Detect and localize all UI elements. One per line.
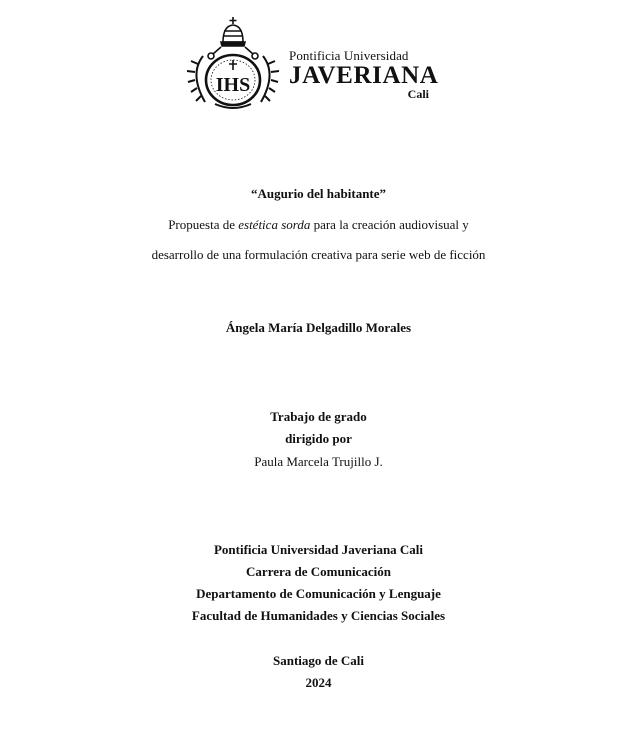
thesis-director: Paula Marcela Trujillo J. — [254, 454, 383, 469]
logo-wordmark — [289, 48, 443, 101]
subtitle-post: para la creación audiovisual y — [310, 217, 469, 232]
thesis-directed-by: dirigido por — [285, 431, 352, 446]
subtitle-pre: Propuesta de — [168, 217, 239, 232]
university-logo — [183, 14, 443, 114]
subtitle-italic: estética sorda — [238, 217, 311, 232]
institution-university: Pontificia Universidad Javeriana Cali — [213, 542, 424, 557]
logo-line-pontificia: Pontificia Universidad — [289, 48, 409, 63]
logo-line-cali: Cali — [407, 87, 429, 101]
author-name: Ángela María Delgadillo Morales — [225, 320, 412, 335]
institution-program: Carrera de Comunicación — [246, 564, 391, 579]
seal-letters: IHS — [215, 74, 251, 96]
subtitle-line-2: desarrollo de una formulación creativa para serie web de ficción — [151, 247, 486, 262]
document-title: “Augurio del habitante” — [250, 186, 387, 201]
university-seal-icon — [183, 14, 283, 114]
institution-department: Departamento de Comunicación y Lenguaje — [196, 586, 441, 601]
thesis-type: Trabajo de grado — [270, 409, 367, 424]
place: Santiago de Cali — [272, 653, 364, 668]
institution-faculty: Facultad de Humanidades y Ciencias Sociales — [191, 608, 446, 623]
subtitle-line-1 — [0, 217, 637, 233]
year: 2024 — [305, 675, 332, 690]
logo-line-javeriana: JAVERIANA — [289, 62, 439, 89]
